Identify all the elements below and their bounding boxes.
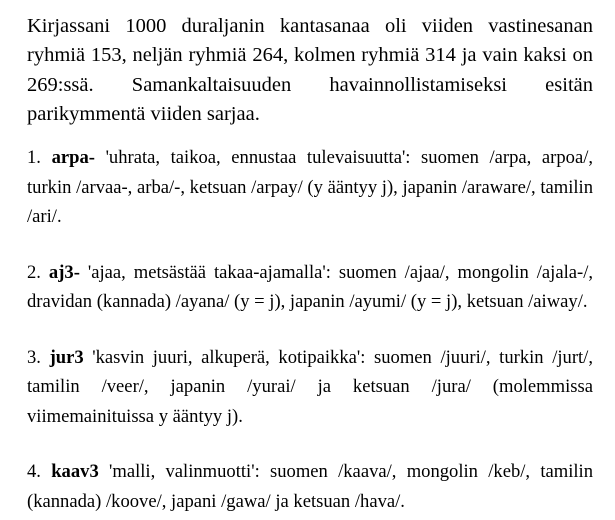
entry-text: 'ajaa, metsästää takaa-ajamalla': suomen /ajaa/, mongolin /ajala-/, dravidan (kannada) /ayana/ (y = j), japanin /ayumi/ (y = j), ketsuan /aiway/. <box>27 261 594 313</box>
document-page <box>27 12 593 516</box>
entry-1 <box>27 143 593 232</box>
entry-number: 1. <box>27 147 41 169</box>
entry-text: 'uhrata, taikoa, ennustaa tulevaisuutta': suomen /arpa, arpoa/, turkin /arvaa-, arba/-, ketsuan /arpay/ (y ääntyy j), japanin /araware/, tamilin /ari/. <box>27 147 594 228</box>
entry-text: 'malli, valinmuotti': suomen /kaava/, mongolin /keb/, tamilin (kannada) /koove/, japani /gawa/ ja ketsuan /hava/. <box>27 461 593 512</box>
entry-root-word: aj3- <box>48 261 80 283</box>
entry-root-word: arpa- <box>51 147 95 169</box>
entry-root-word: kaav3 <box>51 461 99 483</box>
intro-paragraph: Kirjassani 1000 duraljanin kantasanaa oli viiden vastinesanan ryhmiä 153, neljän ryhmiä 264, kolmen ryhmiä 314 ja vain kaksi on 269:ssä. Samankaltaisuuden havainnollistamiseksi esitän parikymmentä viiden sarjaa. <box>27 15 593 125</box>
entry-number: 2. <box>27 261 41 283</box>
entry-4 <box>27 457 593 516</box>
entry-number: 4. <box>27 461 41 483</box>
entry-3 <box>27 343 593 432</box>
entry-2 <box>27 258 593 317</box>
entry-text: 'kasvin juuri, alkuperä, kotipaikka': suomen /juuri/, turkin /jurt/, tamilin /veer/, japanin /yurai/ ja ketsuan /jura/ (molemmissa viimemainituissa y ääntyy j). <box>27 346 593 427</box>
entry-root-word: jur3 <box>49 346 84 368</box>
entry-number: 3. <box>27 346 41 368</box>
